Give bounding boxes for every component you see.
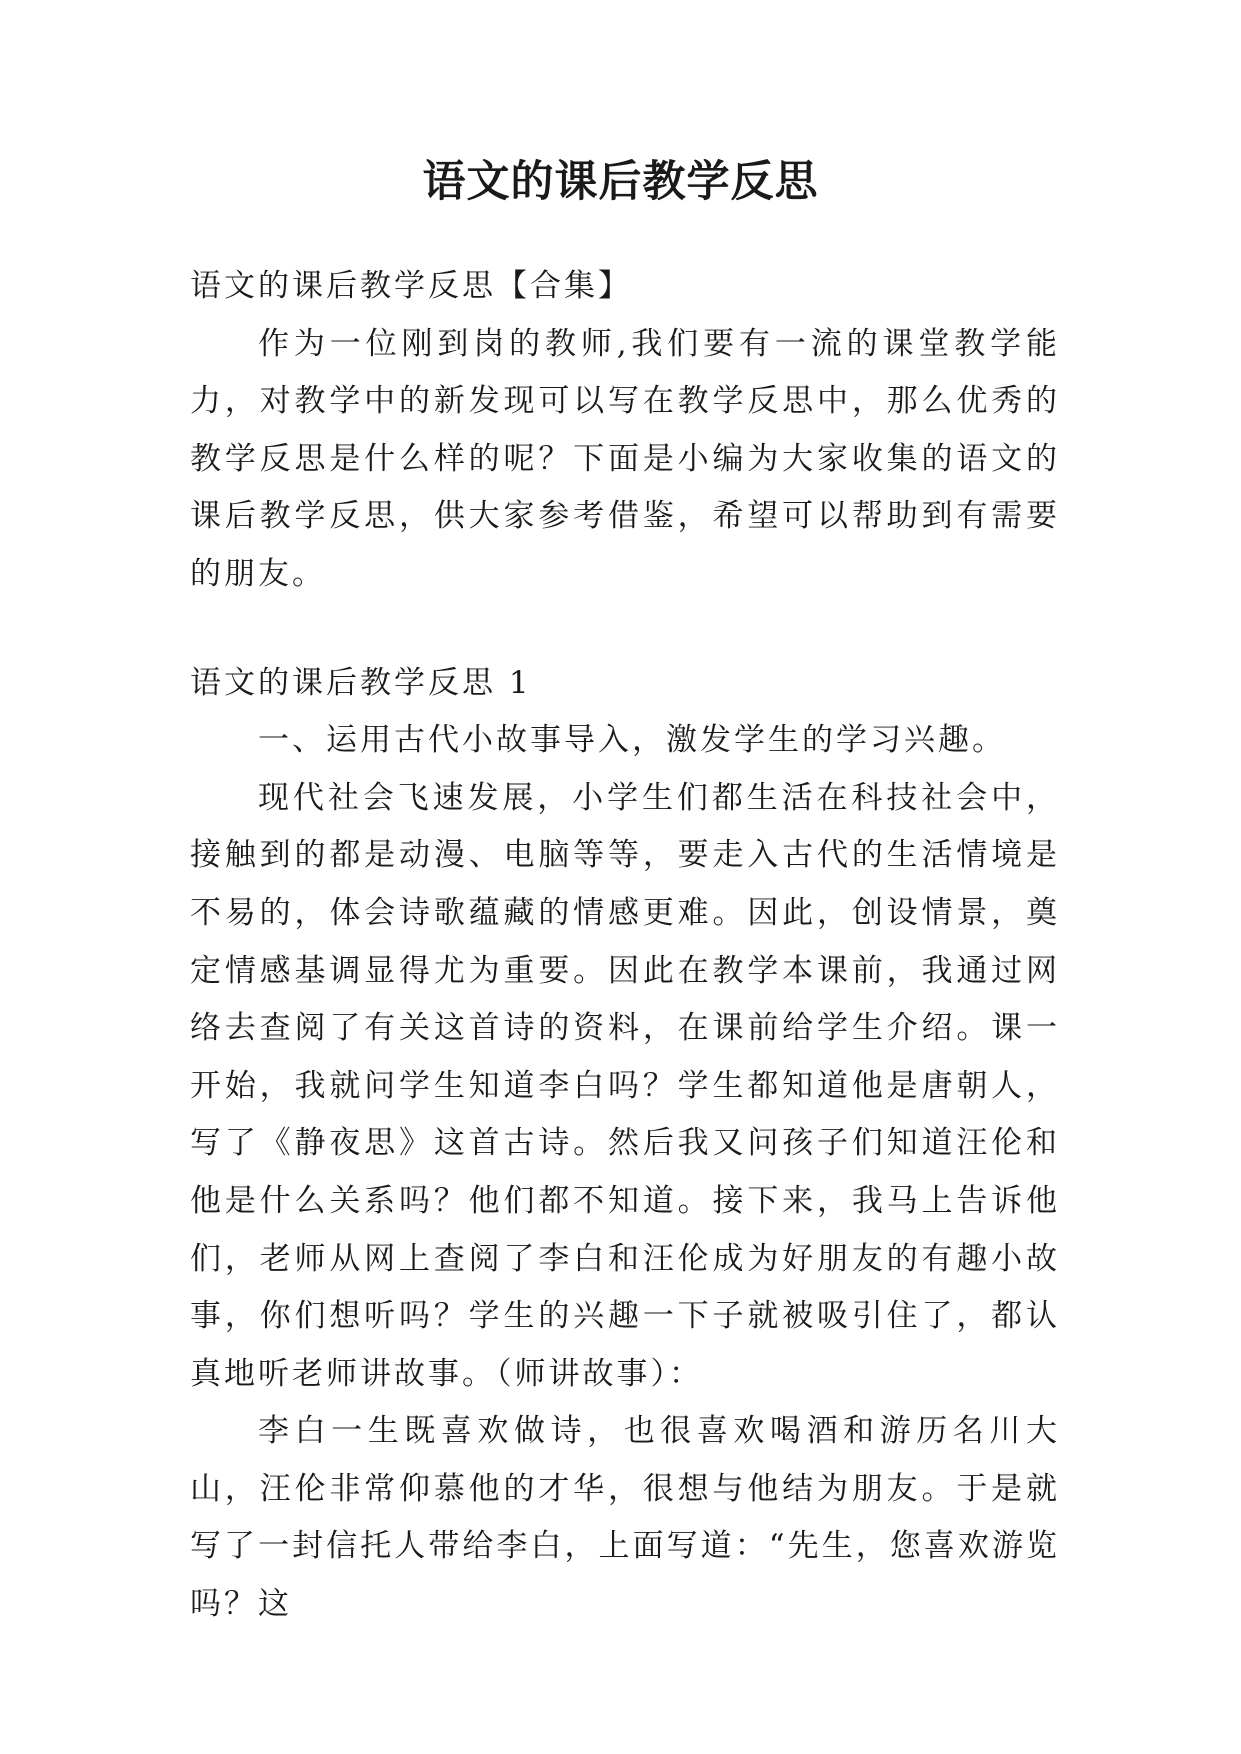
document-body <box>190 258 1060 1634</box>
section-heading: 语文的课后教学反思 1 <box>190 664 532 701</box>
document-title: 语文的课后教学反思 <box>422 157 819 207</box>
body-paragraph: 李白一生既喜欢做诗，也很喜欢喝酒和游历名川大山，汪伦非常仰慕他的才华，很想与他结为朋友。于是就写了一封信托人带给李白，上面写道：“先生，您喜欢游览吗？这 <box>190 1413 1060 1623</box>
section-gap <box>190 604 1060 655</box>
document-subtitle: 语文的课后教学反思【合集】 <box>190 268 632 304</box>
intro-paragraph: 作为一位刚到岗的教师,我们要有一流的课堂教学能力，对教学中的新发现可以写在教学反思中，那么优秀的教学反思是什么样的呢？下面是小编为大家收集的语文的课后教学反思，供大家参考借鉴，希望可以帮助到有需要的朋友。 <box>190 325 1060 592</box>
section-point: 一、运用古代小故事导入，激发学生的学习兴趣。 <box>258 722 1006 759</box>
body-paragraph: 现代社会飞速发展，小学生们都生活在科技社会中，接触到的都是动漫、电脑等等，要走入古代的生活情境是不易的，体会诗歌蕴藏的情感更难。因此，创设情景，奠定情感基调显得尤为重要。因此在教学本课前，我通过网络去查阅了有关这首诗的资料，在课前给学生介绍。课一开始，我就问学生知道李白吗？学生都知道他是唐朝人，写了《静夜思》这首古诗。然后我又问孩子们知道汪伦和他是什么关系吗？他们都不知道。接下来，我马上告诉他们，老师从网上查阅了李白和汪伦成为好朋友的有趣小故事，你们想听吗？学生的兴趣一下子就被吸引住了，都认真地听老师讲故事。（师讲故事）： <box>190 779 1060 1392</box>
